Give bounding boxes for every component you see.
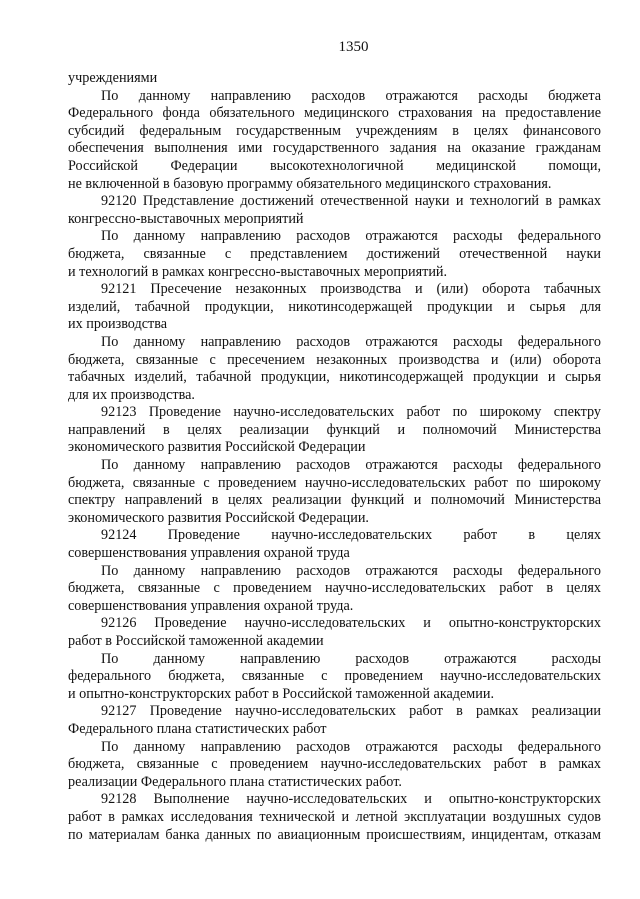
text-line: и опытно-конструкторских работ в Российской таможенной академии.	[68, 685, 495, 702]
text-line: 92127 Проведение научно-исследовательских работ в рамках реализации	[101, 703, 601, 720]
text-line: бюджета, связанные с пресечением незаконных производства и (или) оборота	[68, 351, 601, 368]
text-line: совершенствования управления охраной труда	[68, 545, 350, 562]
text-line: табачных изделий, табачной продукции, никотинсодержащей продукции и сырья	[68, 369, 601, 386]
text-line: спектру направлений в целях реализации функций и полномочий Министерства	[68, 492, 601, 509]
text-line: экономического развития Российской Федерации.	[68, 509, 369, 526]
document-body	[68, 70, 601, 844]
text-line: По данному направлению расходов отражаются расходы федерального	[101, 228, 601, 245]
text-line: бюджета, связанные с проведением научно-исследовательских работ по широкому	[68, 474, 601, 491]
text-line: работ в рамках исследования технической и летной эксплуатации воздушных судов	[68, 808, 601, 825]
text-line: По данному направлению расходов отражаются расходы федерального	[101, 457, 601, 474]
text-line: По данному направлению расходов отражаются расходы федерального	[101, 738, 601, 755]
text-line: По данному направлению расходов отражаются расходы бюджета	[101, 87, 601, 104]
text-line: совершенствования управления охраной труда.	[68, 597, 354, 614]
text-line: 92124 Проведение научно-исследовательских работ в целях	[101, 527, 601, 544]
text-line: По данному направлению расходов отражаются расходы	[101, 650, 601, 667]
text-line: и технологий в рамках конгрессно-выставочных мероприятий.	[68, 263, 448, 280]
text-line: конгрессно-выставочных мероприятий	[68, 210, 304, 227]
text-line: направлений в целях реализации функций и полномочий Министерства	[68, 421, 601, 438]
text-line: по материалам банка данных по авиационным происшествиям, инцидентам, отказам	[68, 826, 601, 843]
text-line: бюджета, связанные с проведением научно-исследовательских работ в целях	[68, 580, 601, 597]
text-line: По данному направлению расходов отражаются расходы федерального	[101, 562, 601, 579]
text-line: 92121 Пресечение незаконных производства и (или) оборота табачных	[101, 281, 601, 298]
text-line: экономического развития Российской Федерации	[68, 439, 366, 456]
text-line: Федерального плана статистических работ	[68, 720, 327, 737]
text-line: По данному направлению расходов отражаются расходы федерального	[101, 333, 601, 350]
text-line: учреждениями	[68, 70, 158, 86]
text-line: федерального бюджета, связанные с проведением научно-исследовательских	[68, 668, 601, 685]
text-line: реализации Федерального плана статистических работ.	[68, 773, 402, 790]
text-line: субсидий федеральным государственным учреждениям в целях финансового	[68, 122, 601, 139]
text-line: для их производства.	[68, 386, 195, 403]
text-line: обеспечения выполнения ими государственного задания на оказание гражданам	[68, 140, 601, 157]
text-line: 92128 Выполнение научно-исследовательских и опытно-конструкторских	[101, 791, 601, 808]
text-line: не включенной в базовую программу обязательного медицинского страхования.	[68, 175, 552, 192]
text-line: изделий, табачной продукции, никотинсодержащей продукции и сырья для	[68, 298, 601, 315]
text-line: 92120 Представление достижений отечественной науки и технологий в рамках	[101, 193, 601, 210]
page-number: 1350	[338, 39, 369, 55]
text-line: бюджета, связанные с представлением достижений отечественной науки	[68, 245, 601, 262]
text-line: бюджета, связанные с проведением научно-исследовательских работ в рамках	[68, 756, 601, 773]
text-line: их производства	[68, 316, 168, 333]
text-line: 92123 Проведение научно-исследовательских работ по широкому спектру	[101, 404, 601, 421]
text-line: работ в Российской таможенной академии	[68, 633, 324, 649]
text-line: 92126 Проведение научно-исследовательских и опытно-конструкторских	[101, 615, 601, 632]
text-line: Федерального фонда обязательного медицинского страхования на предоставление	[68, 105, 601, 122]
text-line: Российской Федерации высокотехнологичной медицинской помощи,	[68, 157, 601, 174]
